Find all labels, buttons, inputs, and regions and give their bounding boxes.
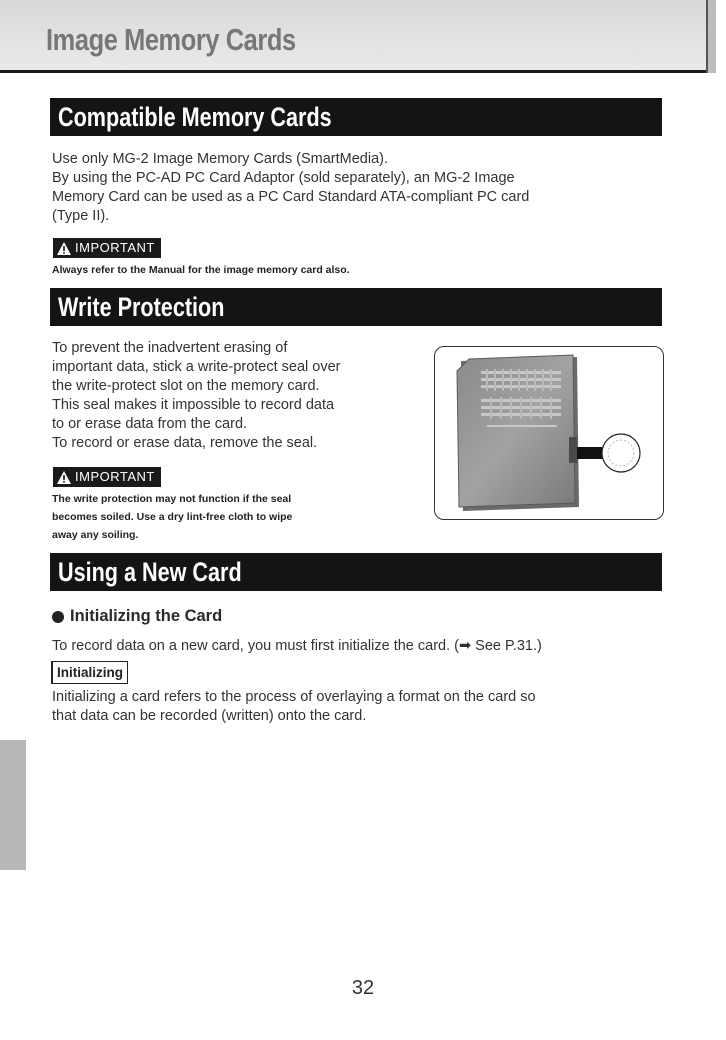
section-title: Write Protection (58, 292, 225, 322)
subheading-initializing (52, 607, 222, 626)
wp-line-2: important data, stick a write-protect seal over (52, 359, 341, 375)
section-title: Using a New Card (58, 557, 242, 587)
compat-line-2: By using the PC-AD PC Card Adaptor (sold separately), an MG-2 Image (52, 170, 515, 186)
bullet-dot-icon (52, 611, 64, 623)
compat-line-4: (Type II). (52, 208, 110, 224)
side-thumb-tab (0, 740, 26, 870)
important-label: IMPORTANT (75, 240, 155, 255)
warning-triangle-icon (57, 242, 71, 255)
warning-triangle-icon (57, 471, 71, 484)
section-header-write-protection (46, 288, 662, 326)
important-badge (53, 238, 161, 258)
wp-line-4: This seal makes it impossible to record data (52, 397, 335, 413)
definition-line-1: Initializing a card refers to the process of overlaying a format on the card so (52, 689, 536, 705)
wp-note-line-3: away any soiling. (52, 529, 139, 541)
compat-line-1: Use only MG-2 Image Memory Cards (SmartMedia). (52, 151, 388, 167)
new-card-intro: To record data on a new card, you must first initialize the card. (➡ See P.31.) (52, 638, 542, 654)
important-badge (53, 467, 161, 487)
wp-note-line-1: The write protection may not function if the seal (52, 493, 292, 505)
wp-line-1: To prevent the inadvertent erasing of (52, 340, 288, 356)
section-accent (46, 98, 50, 136)
section-accent (46, 288, 50, 326)
wp-line-3: the write-protect slot on the memory card. (52, 378, 320, 394)
section-accent (46, 553, 50, 591)
subheading-text: Initializing the Card (70, 607, 223, 625)
section-header-new-card (46, 553, 662, 591)
wp-note-line-2: becomes soiled. Use a dry lint-free cloth to wipe (52, 511, 293, 523)
page-title: Image Memory Cards (46, 22, 296, 57)
memory-card-illustration (435, 347, 663, 519)
definition-line-2: that data can be recorded (written) onto the card. (52, 708, 367, 724)
section-title: Compatible Memory Cards (58, 102, 332, 132)
compat-line-3: Memory Card can be used as a PC Card Standard ATA-compliant PC card (52, 189, 530, 205)
wp-line-6: To record or erase data, remove the seal. (52, 435, 318, 451)
wp-line-5: to or erase data from the card. (52, 416, 248, 432)
section-header-compatible (46, 98, 662, 136)
important-note: Always refer to the Manual for the image memory card also. (52, 264, 350, 276)
important-label: IMPORTANT (75, 469, 155, 484)
term-label-initializing: Initializing (51, 661, 128, 684)
memory-card-illustration-frame (434, 346, 664, 520)
page-number: 32 (351, 977, 375, 999)
header-edge-tab (706, 0, 716, 73)
